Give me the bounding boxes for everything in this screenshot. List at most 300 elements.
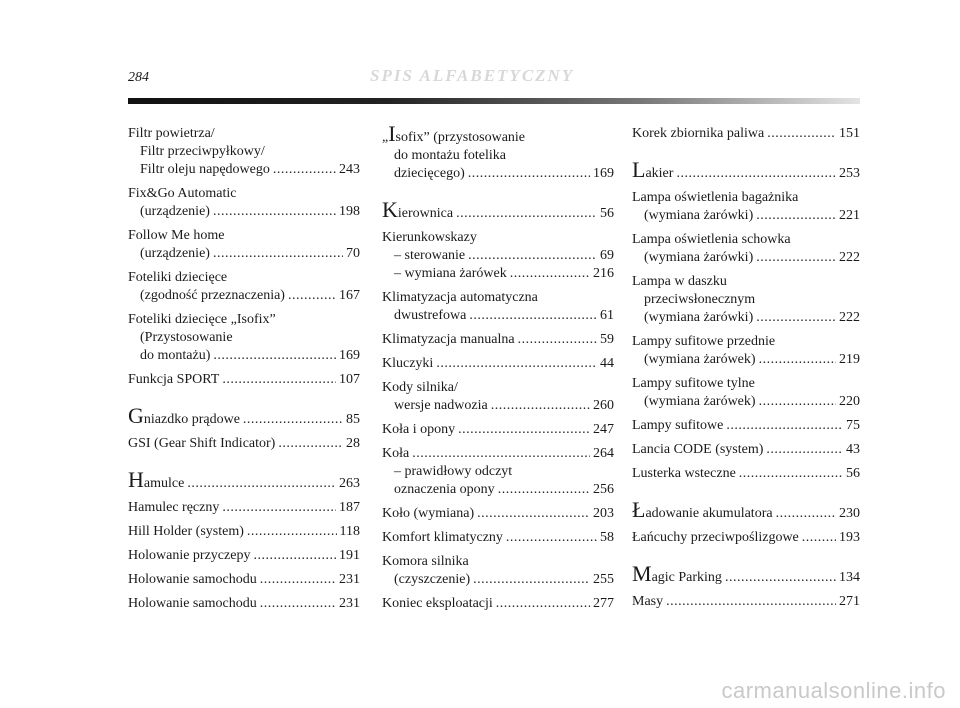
entry-label: Foteliki dziecięce „Isofix” bbox=[128, 312, 276, 327]
page-reference: 260 bbox=[593, 398, 614, 413]
index-entry-line bbox=[128, 571, 360, 589]
index-entry-text bbox=[140, 143, 265, 161]
index-entry bbox=[128, 571, 360, 589]
index-entry-text bbox=[382, 121, 526, 147]
index-entry-text bbox=[382, 379, 458, 397]
index-entry-text bbox=[128, 571, 257, 589]
index-entry-text bbox=[128, 311, 276, 329]
index-entry bbox=[128, 185, 360, 221]
index-entry-line bbox=[382, 595, 614, 613]
index-entry-line bbox=[128, 435, 360, 453]
dot-leader bbox=[759, 393, 836, 411]
index-entry-text bbox=[382, 197, 454, 223]
index-entry-line bbox=[382, 505, 614, 523]
entry-label: GSI (Gear Shift Indicator) bbox=[128, 436, 276, 451]
index-entry-text bbox=[128, 125, 215, 143]
entry-label: Funkcja SPORT bbox=[128, 372, 220, 387]
index-entry-line bbox=[128, 245, 360, 263]
index-entry bbox=[382, 355, 614, 373]
index-entry bbox=[128, 371, 360, 389]
index-entry-text bbox=[632, 417, 723, 435]
entry-label: Koniec eksploatacji bbox=[382, 596, 493, 611]
entry-label: (wymiana żarówki) bbox=[644, 250, 754, 265]
page-reference: 193 bbox=[839, 530, 860, 545]
entry-label: Lampa w daszku bbox=[632, 274, 727, 289]
index-entry-line bbox=[632, 441, 860, 459]
index-entry-text bbox=[382, 331, 515, 349]
dot-leader bbox=[491, 397, 590, 415]
index-entry bbox=[382, 595, 614, 613]
page-reference: 187 bbox=[339, 500, 360, 515]
index-entry-text bbox=[382, 355, 433, 373]
entry-label: oznaczenia opony bbox=[394, 482, 495, 497]
index-entry bbox=[632, 497, 860, 523]
page-reference: 69 bbox=[600, 248, 614, 263]
page-reference: 271 bbox=[839, 594, 860, 609]
dot-leader bbox=[506, 529, 597, 547]
index-entry bbox=[632, 561, 860, 587]
index-entry-line bbox=[382, 481, 614, 499]
dot-leader bbox=[436, 355, 597, 373]
page-reference: 231 bbox=[339, 596, 360, 611]
index-entry-line bbox=[382, 307, 614, 325]
index-entry-line bbox=[632, 249, 860, 267]
page-reference: 216 bbox=[593, 266, 614, 281]
section-initial-letter: G bbox=[128, 403, 144, 428]
index-entry bbox=[128, 499, 360, 517]
index-entry-line bbox=[128, 329, 360, 347]
index-entry-line bbox=[632, 207, 860, 225]
index-entry bbox=[632, 333, 860, 369]
page-reference: 58 bbox=[600, 530, 614, 545]
index-entry bbox=[632, 417, 860, 435]
index-entry-text bbox=[128, 467, 185, 493]
page-reference: 151 bbox=[839, 126, 860, 141]
index-entry-line bbox=[382, 165, 614, 183]
index-entry bbox=[632, 441, 860, 459]
index-entry-line bbox=[632, 417, 860, 435]
index-entry-text bbox=[128, 435, 275, 453]
dot-leader bbox=[222, 499, 336, 517]
dot-leader bbox=[468, 165, 590, 183]
entry-label: Masy bbox=[632, 594, 664, 609]
page-reference: 118 bbox=[339, 524, 360, 539]
index-entry-text bbox=[632, 125, 764, 143]
index-entry-line bbox=[632, 333, 860, 351]
index-entry-line bbox=[128, 311, 360, 329]
page-reference: 220 bbox=[839, 394, 860, 409]
index-entry-line bbox=[632, 465, 860, 483]
entry-label: (wymiana żarówek) bbox=[644, 352, 756, 367]
index-entry-text bbox=[644, 207, 753, 225]
index-entry bbox=[632, 189, 860, 225]
page-reference: 256 bbox=[593, 482, 614, 497]
index-entry-line bbox=[632, 157, 860, 183]
entry-label: do montażu fotelika bbox=[394, 148, 506, 163]
page-reference: 56 bbox=[846, 466, 860, 481]
index-entry-text bbox=[382, 421, 455, 439]
entry-label: (wymiana żarówki) bbox=[644, 208, 754, 223]
index-entry-text bbox=[644, 309, 753, 327]
entry-label: Klimatyzacja automatyczna bbox=[382, 290, 538, 305]
index-entry-line bbox=[382, 463, 614, 481]
index-entry-line bbox=[382, 379, 614, 397]
page-reference: 169 bbox=[593, 166, 614, 181]
dot-leader bbox=[469, 307, 597, 325]
index-entry-line bbox=[632, 529, 860, 547]
entry-label: agic Parking bbox=[651, 570, 722, 585]
index-entry-line bbox=[632, 593, 860, 611]
index-entry-line bbox=[632, 231, 860, 249]
dot-leader bbox=[458, 421, 590, 439]
page-reference: 255 bbox=[593, 572, 614, 587]
index-entry-line bbox=[128, 185, 360, 203]
index-entry-text bbox=[140, 347, 210, 365]
index-column-1 bbox=[128, 125, 360, 619]
index-entry bbox=[382, 505, 614, 523]
index-entry-line bbox=[128, 125, 360, 143]
dot-leader bbox=[510, 265, 590, 283]
dot-leader bbox=[756, 249, 836, 267]
index-entry-text bbox=[128, 403, 240, 429]
index-entry-text bbox=[140, 203, 210, 221]
entry-label: Koła bbox=[382, 446, 410, 461]
entry-label: amulce bbox=[143, 476, 185, 491]
index-entry-line bbox=[382, 265, 614, 283]
index-column-3 bbox=[632, 125, 860, 617]
index-entry-line bbox=[382, 147, 614, 165]
entry-label: Lampy sufitowe tylne bbox=[632, 376, 755, 391]
index-entry bbox=[128, 595, 360, 613]
index-entry-line bbox=[632, 561, 860, 587]
entry-label: Filtr powietrza/ bbox=[128, 126, 215, 141]
dot-leader bbox=[756, 309, 836, 327]
index-entry bbox=[128, 467, 360, 493]
entry-label: dziecięcego) bbox=[394, 166, 465, 181]
index-entry-text bbox=[128, 499, 219, 517]
index-entry bbox=[128, 125, 360, 179]
entry-label: – prawidłowy odczyt bbox=[394, 464, 513, 479]
index-entry bbox=[382, 529, 614, 547]
index-entry bbox=[382, 553, 614, 589]
index-entry-line bbox=[128, 523, 360, 541]
entry-label: Kody silnika/ bbox=[382, 380, 458, 395]
entry-label: Hill Holder (system) bbox=[128, 524, 244, 539]
page-reference: 253 bbox=[839, 166, 860, 181]
index-entry bbox=[128, 311, 360, 365]
dot-leader bbox=[412, 445, 590, 463]
index-entry-line bbox=[632, 351, 860, 369]
page-reference: 243 bbox=[339, 162, 360, 177]
entry-label: Lampa oświetlenia bagażnika bbox=[632, 190, 799, 205]
index-entry-text bbox=[394, 265, 507, 283]
entry-label: Komora silnika bbox=[382, 554, 469, 569]
index-entry bbox=[632, 231, 860, 267]
index-entry bbox=[382, 121, 614, 183]
page-reference: 222 bbox=[839, 310, 860, 325]
entry-label: – wymiana żarówek bbox=[394, 266, 507, 281]
index-entry-text bbox=[140, 245, 210, 263]
index-entry-line bbox=[632, 291, 860, 309]
dot-leader bbox=[725, 569, 836, 587]
index-entry bbox=[632, 125, 860, 143]
index-entry bbox=[382, 445, 614, 499]
index-entry-line bbox=[128, 161, 360, 179]
entry-label: Lusterka wsteczne bbox=[632, 466, 736, 481]
index-entry-line bbox=[128, 467, 360, 493]
index-entry-text bbox=[394, 247, 465, 265]
entry-label: Komfort klimatyczny bbox=[382, 530, 503, 545]
entry-label: Filtr przeciwpyłkowy/ bbox=[140, 144, 265, 159]
dot-leader bbox=[278, 435, 343, 453]
index-entry bbox=[632, 375, 860, 411]
dot-leader bbox=[498, 481, 590, 499]
entry-label: Klimatyzacja manualna bbox=[382, 332, 515, 347]
page-reference: 59 bbox=[600, 332, 614, 347]
section-title: SPIS ALFABETYCZNY bbox=[370, 66, 575, 85]
entry-label: do montażu) bbox=[140, 348, 211, 363]
dot-leader bbox=[726, 417, 843, 435]
page-reference: 191 bbox=[339, 548, 360, 563]
index-entry-line bbox=[632, 189, 860, 207]
entry-label: wersje nadwozia bbox=[394, 398, 488, 413]
index-entry-text bbox=[128, 547, 250, 565]
dot-leader bbox=[756, 207, 836, 225]
index-entry-text bbox=[394, 147, 506, 165]
entry-label: Holowanie przyczepy bbox=[128, 548, 251, 563]
index-entry-line bbox=[382, 529, 614, 547]
section-initial-letter: M bbox=[632, 561, 652, 586]
dot-leader bbox=[187, 475, 336, 493]
entry-label: Koło (wymiana) bbox=[382, 506, 475, 521]
index-entry-line bbox=[632, 497, 860, 523]
entry-label: Hamulec ręczny bbox=[128, 500, 220, 515]
page-reference: 85 bbox=[346, 412, 360, 427]
index-entry-text bbox=[644, 249, 753, 267]
dot-leader bbox=[273, 161, 336, 179]
index-entry-text bbox=[394, 571, 470, 589]
index-entry-text bbox=[394, 165, 465, 183]
index-entry-text bbox=[140, 329, 233, 347]
index-entry-line bbox=[382, 331, 614, 349]
index-entry-line bbox=[382, 247, 614, 265]
index-entry-line bbox=[382, 421, 614, 439]
index-entry bbox=[632, 593, 860, 611]
entry-label: (urządzenie) bbox=[140, 246, 210, 261]
page-reference: 221 bbox=[839, 208, 860, 223]
index-entry-text bbox=[394, 307, 466, 325]
page-reference: 231 bbox=[339, 572, 360, 587]
page-reference: 44 bbox=[600, 356, 614, 371]
index-entry-line bbox=[382, 571, 614, 589]
index-entry-line bbox=[632, 375, 860, 393]
index-entry-text bbox=[382, 229, 477, 247]
index-entry-line bbox=[382, 121, 614, 147]
dot-leader bbox=[253, 547, 336, 565]
index-entry-line bbox=[382, 197, 614, 223]
index-entry-text bbox=[632, 375, 755, 393]
dot-leader bbox=[496, 595, 590, 613]
page-reference: 107 bbox=[339, 372, 360, 387]
page-reference: 264 bbox=[593, 446, 614, 461]
page-reference: 169 bbox=[339, 348, 360, 363]
index-entry-text bbox=[632, 593, 663, 611]
index-entry-line bbox=[382, 397, 614, 415]
entry-label: Holowanie samochodu bbox=[128, 572, 257, 587]
entry-label: Fix&Go Automatic bbox=[128, 186, 237, 201]
index-entry-text bbox=[128, 227, 224, 245]
entry-label: Koła i opony bbox=[382, 422, 456, 437]
index-entry-line bbox=[128, 595, 360, 613]
index-entry bbox=[382, 421, 614, 439]
dot-leader bbox=[766, 441, 843, 459]
index-entry-text bbox=[394, 397, 488, 415]
index-entry bbox=[128, 435, 360, 453]
section-initial-letter: H bbox=[128, 467, 144, 492]
dot-leader bbox=[468, 247, 597, 265]
index-entry-text bbox=[632, 273, 727, 291]
entry-label: Follow Me home bbox=[128, 228, 225, 243]
index-entry-line bbox=[128, 143, 360, 161]
entry-label: (czyszczenie) bbox=[394, 572, 471, 587]
page-reference: 222 bbox=[839, 250, 860, 265]
index-entry-text bbox=[644, 351, 756, 369]
dot-leader bbox=[518, 331, 597, 349]
index-entry-line bbox=[128, 227, 360, 245]
index-entry-text bbox=[382, 595, 493, 613]
index-entry-line bbox=[128, 547, 360, 565]
entry-label: sofix” (przystosowanie bbox=[395, 130, 526, 145]
entry-label: Holowanie samochodu bbox=[128, 596, 257, 611]
dot-leader bbox=[473, 571, 590, 589]
index-entry-text bbox=[128, 371, 219, 389]
page-reference: 198 bbox=[339, 204, 360, 219]
index-entry-text bbox=[394, 463, 512, 481]
section-initial-letter: Ł bbox=[632, 497, 646, 522]
index-entry bbox=[382, 229, 614, 283]
entry-label: Lampy sufitowe bbox=[632, 418, 724, 433]
index-entry-line bbox=[128, 269, 360, 287]
index-entry bbox=[128, 523, 360, 541]
entry-label: (wymiana żarówki) bbox=[644, 310, 754, 325]
index-entry bbox=[128, 227, 360, 263]
dot-leader bbox=[260, 571, 336, 589]
entry-label: – sterowanie bbox=[394, 248, 466, 263]
entry-label: (Przystosowanie bbox=[140, 330, 233, 345]
index-entry-text bbox=[632, 561, 722, 587]
index-entry-text bbox=[632, 231, 791, 249]
page-reference: 277 bbox=[593, 596, 614, 611]
entry-prefix: „ bbox=[382, 130, 389, 145]
entry-label: (wymiana żarówek) bbox=[644, 394, 756, 409]
section-initial-letter: K bbox=[382, 197, 398, 222]
page-reference: 263 bbox=[339, 476, 360, 491]
entry-label: (urządzenie) bbox=[140, 204, 210, 219]
index-entry-text bbox=[382, 529, 503, 547]
index-entry-text bbox=[128, 269, 227, 287]
index-entry-line bbox=[128, 347, 360, 365]
entry-label: akier bbox=[645, 166, 674, 181]
entry-label: Kierunkowskazy bbox=[382, 230, 477, 245]
page-reference: 61 bbox=[600, 308, 614, 323]
page-reference: 43 bbox=[846, 442, 860, 457]
entry-label: Lampy sufitowe przednie bbox=[632, 334, 776, 349]
entry-label: Foteliki dziecięce bbox=[128, 270, 228, 285]
index-entry-line bbox=[382, 445, 614, 463]
entry-label: dwustrefowa bbox=[394, 308, 467, 323]
index-entry-text bbox=[128, 595, 257, 613]
index-entry-line bbox=[382, 553, 614, 571]
index-entry bbox=[382, 197, 614, 223]
dot-leader bbox=[776, 505, 836, 523]
index-entry-text bbox=[632, 441, 763, 459]
header-bar bbox=[128, 98, 860, 104]
dot-leader bbox=[222, 371, 336, 389]
index-entry-text bbox=[382, 505, 474, 523]
index-entry-text bbox=[644, 393, 756, 411]
dot-leader bbox=[213, 203, 336, 221]
index-entry bbox=[128, 403, 360, 429]
index-entry-line bbox=[632, 393, 860, 411]
entry-label: przeciwsłonecznym bbox=[644, 292, 756, 307]
index-entry-text bbox=[382, 445, 409, 463]
dot-leader bbox=[477, 505, 590, 523]
dot-leader bbox=[666, 593, 836, 611]
page-reference: 75 bbox=[846, 418, 860, 433]
index-entry-text bbox=[382, 289, 538, 307]
dot-leader bbox=[456, 205, 597, 223]
index-entry-text bbox=[382, 553, 469, 571]
index-entry-text bbox=[140, 161, 270, 179]
entry-label: Łańcuchy przeciwpoślizgowe bbox=[632, 530, 799, 545]
page-reference: 167 bbox=[339, 288, 360, 303]
index-entry-text bbox=[632, 529, 799, 547]
section-initial-letter: L bbox=[632, 157, 646, 182]
index-entry-line bbox=[632, 125, 860, 143]
entry-label: Korek zbiornika paliwa bbox=[632, 126, 765, 141]
watermark: carmanualsonline.info bbox=[721, 678, 946, 703]
dot-leader bbox=[213, 245, 343, 263]
dot-leader bbox=[802, 529, 836, 547]
index-entry-line bbox=[382, 229, 614, 247]
index-entry bbox=[632, 529, 860, 547]
page-reference: 56 bbox=[600, 206, 614, 221]
index-entry bbox=[382, 331, 614, 349]
page-reference: 247 bbox=[593, 422, 614, 437]
index-entry bbox=[632, 273, 860, 327]
section-initial-letter: I bbox=[388, 121, 396, 146]
index-entry-line bbox=[128, 499, 360, 517]
dot-leader bbox=[213, 347, 336, 365]
index-entry-text bbox=[644, 291, 755, 309]
dot-leader bbox=[288, 287, 336, 305]
dot-leader bbox=[759, 351, 836, 369]
index-entry-text bbox=[632, 497, 773, 523]
page-reference: 70 bbox=[346, 246, 360, 261]
index-entry-line bbox=[128, 287, 360, 305]
index-entry-line bbox=[128, 403, 360, 429]
dot-leader bbox=[739, 465, 843, 483]
index-entry bbox=[382, 379, 614, 415]
entry-label: ierownica bbox=[397, 206, 454, 221]
index-entry-line bbox=[382, 289, 614, 307]
index-entry bbox=[128, 269, 360, 305]
page-reference: 219 bbox=[839, 352, 860, 367]
dot-leader bbox=[260, 595, 336, 613]
dot-leader bbox=[676, 165, 836, 183]
index-entry bbox=[632, 465, 860, 483]
index-entry-text bbox=[632, 333, 775, 351]
